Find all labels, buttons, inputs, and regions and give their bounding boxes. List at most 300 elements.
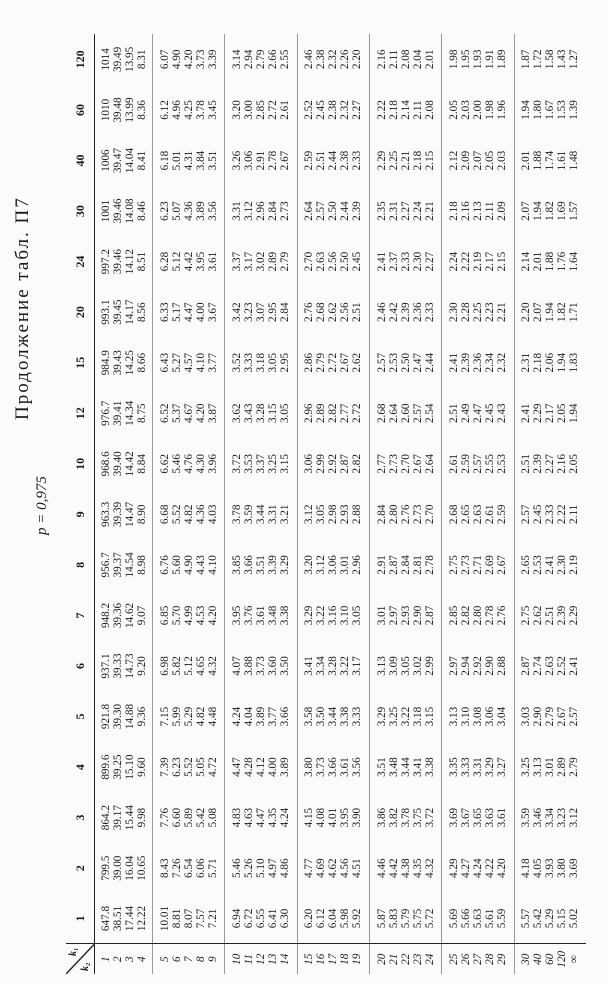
cell-value: 2.28 (460, 302, 473, 322)
k2-value: 9 (206, 956, 219, 963)
cell-value: 15.44 (123, 805, 136, 831)
cell-value: 2.70 (303, 251, 316, 272)
cell-value: 948.2 (99, 602, 112, 629)
table-cell (514, 691, 586, 742)
cell-value: 3.56 (206, 201, 219, 221)
cell-value: 2.38 (339, 150, 352, 171)
cell-value: 39.30 (111, 703, 124, 730)
table-cell (225, 439, 297, 490)
table-cell (297, 388, 369, 439)
cell-value: 5.46 (231, 858, 244, 878)
cell-value: 5.02 (568, 908, 581, 929)
cell-value: 3.27 (496, 757, 509, 777)
cell-value: 2.55 (279, 49, 292, 70)
cell-value: 2.41 (568, 656, 581, 676)
cell-value: 3.12 (303, 504, 316, 525)
cell-value: 2.31 (520, 352, 533, 373)
table-cell (297, 893, 369, 944)
table-cell (95, 135, 153, 186)
cell-value: 3.77 (267, 706, 280, 727)
cell-value: 7.57 (194, 908, 207, 929)
table-cell (297, 236, 369, 287)
cell-value: 2.78 (484, 605, 497, 626)
table-cell (514, 439, 586, 490)
cell-value: 2.37 (387, 251, 400, 272)
cell-value: 2.57 (375, 352, 388, 373)
cell-value: 6.20 (303, 908, 316, 929)
cell-value: 1.95 (460, 49, 473, 70)
cell-value: 2.01 (520, 150, 533, 171)
cell-value: 39.37 (111, 552, 124, 578)
table-cell (514, 186, 586, 237)
cell-value: 4.24 (231, 706, 244, 727)
cell-value: 4.32 (423, 858, 436, 878)
cell-value: 9.20 (135, 656, 148, 676)
cell-value: 2.52 (556, 656, 569, 676)
cell-value: 2.11 (411, 100, 424, 120)
cell-value: 1.76 (556, 251, 569, 272)
cell-value: 1.74 (544, 150, 557, 171)
cell-value: 2.91 (255, 150, 268, 171)
cell-value: 4.24 (472, 858, 485, 878)
cell-value: 2.29 (375, 150, 388, 171)
cell-value: 2.23 (484, 302, 497, 322)
cell-value: 6.30 (279, 908, 292, 929)
cell-value: 937.1 (99, 653, 112, 679)
cell-value: 4.03 (206, 504, 219, 525)
cell-value: 2.93 (339, 504, 352, 525)
cell-value: 2.07 (532, 302, 545, 322)
cell-value: 4.36 (194, 504, 207, 525)
cell-value: 3.86 (375, 807, 388, 828)
cell-value: 2.27 (423, 251, 436, 272)
cell-value: 39.43 (111, 350, 124, 376)
cell-value: 2.47 (472, 403, 485, 424)
cell-value: 3.22 (339, 656, 352, 676)
cell-value: 2.65 (520, 555, 533, 575)
cell-value: 3.38 (279, 605, 292, 626)
cell-value: 2.39 (556, 605, 569, 626)
cell-value: 5.61 (484, 908, 497, 929)
table-row-group (514, 34, 586, 974)
cell-value: 2.57 (472, 454, 485, 474)
column-header-k1-5: 5 (66, 691, 95, 742)
row-header-k2 (514, 944, 586, 974)
cell-value: 4.08 (315, 807, 328, 828)
cell-value: 4.22 (484, 858, 497, 878)
cell-value: 3.89 (255, 706, 268, 727)
cell-value: 2.53 (387, 352, 400, 373)
k2-value: 7 (182, 956, 195, 963)
k2-value: 25 (448, 953, 461, 965)
table-cell (225, 742, 297, 793)
cell-value: 1.71 (568, 302, 581, 322)
table-cell (442, 337, 514, 388)
cell-value: 4.90 (170, 49, 183, 70)
cell-value: 3.33 (351, 706, 364, 727)
table-cell (153, 792, 225, 843)
cell-value: 7.21 (206, 908, 219, 929)
k2-value: 16 (315, 953, 328, 965)
column-header-k1-24: 24 (66, 236, 95, 287)
cell-value: 2.93 (399, 605, 412, 626)
cell-value: 799.5 (99, 855, 112, 881)
cell-value: 3.80 (303, 757, 316, 777)
row-header-k2 (297, 944, 369, 974)
cell-value: 3.96 (206, 454, 219, 474)
cell-value: 2.79 (315, 352, 328, 373)
row-header-k2 (225, 944, 297, 974)
cell-value: 3.78 (194, 100, 207, 120)
table-cell (514, 792, 586, 843)
cell-value: 2.18 (448, 201, 461, 221)
cell-value: 6.43 (158, 352, 171, 373)
cell-value: 2.46 (375, 302, 388, 322)
cell-value: 1001 (99, 199, 112, 223)
cell-value: 2.18 (387, 100, 400, 120)
cell-value: 5.27 (170, 352, 183, 373)
cell-value: 2.79 (279, 251, 292, 272)
table-cell (153, 691, 225, 742)
cell-value: 3.69 (568, 858, 581, 878)
cell-value: 1.67 (544, 100, 557, 120)
cell-value: 3.29 (303, 605, 316, 626)
table-cell (297, 590, 369, 641)
cell-value: 2.51 (315, 150, 328, 171)
cell-value: 2.77 (339, 403, 352, 424)
cell-value: 2.67 (556, 706, 569, 727)
cell-value: 3.23 (556, 807, 569, 828)
cell-value: 3.01 (375, 605, 388, 626)
cell-value: 2.61 (448, 454, 461, 474)
cell-value: 1.94 (532, 201, 545, 221)
table-cell (297, 641, 369, 692)
cell-value: 3.88 (243, 656, 256, 676)
cell-value: 3.25 (520, 757, 533, 777)
cell-value: 39.25 (111, 754, 124, 780)
cell-value: 4.97 (267, 858, 280, 878)
table-cell (514, 34, 586, 85)
cell-value: 2.39 (399, 302, 412, 322)
cell-value: 6.28 (158, 251, 171, 272)
cell-value: 3.28 (327, 656, 340, 676)
cell-value: 4.47 (255, 807, 268, 828)
table-cell (95, 540, 153, 591)
cell-value: 3.16 (327, 605, 340, 626)
cell-value: 3.25 (267, 454, 280, 474)
cell-value: 2.11 (484, 201, 497, 221)
cell-value: 2.16 (375, 49, 388, 70)
cell-value: 2.03 (496, 150, 509, 171)
cell-value: 14.17 (123, 299, 136, 325)
cell-value: 2.84 (375, 504, 388, 525)
cell-value: 3.06 (484, 706, 497, 727)
k2-value: 22 (399, 953, 412, 965)
cell-value: 2.73 (279, 201, 292, 221)
cell-value: 5.69 (448, 908, 461, 929)
cell-value: 3.89 (194, 201, 207, 221)
k2-value: 3 (123, 956, 136, 963)
cell-value: 3.51 (375, 757, 388, 777)
table-row-group (225, 34, 297, 974)
cell-value: 2.29 (568, 605, 581, 626)
cell-value: 2.77 (375, 454, 388, 474)
cell-value: 4.30 (194, 454, 207, 474)
cell-value: 2.09 (496, 201, 509, 221)
cell-value: 2.73 (411, 504, 424, 525)
table-cell (225, 236, 297, 287)
k2-value: 28 (484, 953, 497, 965)
table-cell (297, 439, 369, 490)
cell-value: 3.41 (303, 656, 316, 676)
cell-value: 3.72 (231, 454, 244, 474)
cell-value: 8.66 (135, 352, 148, 373)
cell-value: 5.15 (556, 908, 569, 929)
cell-value: 2.15 (496, 251, 509, 272)
cell-value: 2.84 (267, 201, 280, 221)
cell-value: 4.53 (194, 605, 207, 626)
cell-value: 1014 (99, 48, 112, 71)
cell-value: 1.61 (556, 150, 569, 171)
cell-value: 3.69 (448, 807, 461, 828)
cell-value: 8.07 (182, 908, 195, 929)
cell-value: 2.94 (460, 656, 473, 676)
table-cell (370, 691, 442, 742)
probability-label: p = 0,975 (34, 476, 50, 535)
cell-value: 8.98 (135, 555, 148, 575)
cell-value: 14.12 (123, 249, 136, 275)
table-caption: Продолжение табл. П7 (12, 196, 33, 420)
cell-value: 1.82 (556, 302, 569, 322)
table-cell (95, 742, 153, 793)
cell-value: 14.73 (123, 653, 136, 679)
cell-value: 3.26 (231, 150, 244, 171)
k2-value: 26 (460, 953, 473, 965)
cell-value: 3.52 (231, 352, 244, 373)
cell-value: 5.10 (255, 858, 268, 878)
cell-value: 8.75 (135, 403, 148, 424)
cell-value: 3.05 (315, 504, 328, 525)
cell-value: 2.22 (375, 100, 388, 120)
cell-value: 4.10 (206, 555, 219, 575)
cell-value: 3.66 (243, 555, 256, 575)
cell-value: 5.87 (375, 908, 388, 929)
cell-value: 4.27 (460, 858, 473, 878)
cell-value: 6.23 (158, 201, 171, 221)
cell-value: 4.35 (411, 858, 424, 878)
cell-value: 4.67 (182, 403, 195, 424)
cell-value: 1.43 (556, 49, 569, 70)
cell-value: 1.88 (544, 251, 557, 272)
column-header-k1-6: 6 (66, 641, 95, 692)
cell-value: 3.51 (206, 150, 219, 171)
cell-value: 2.05 (556, 403, 569, 424)
cell-value: 3.42 (231, 302, 244, 322)
cell-value: 4.48 (206, 706, 219, 727)
cell-value: 2.76 (496, 605, 509, 626)
cell-value: 5.92 (351, 908, 364, 929)
cell-value: 4.47 (182, 302, 195, 322)
cell-value: 39.17 (111, 805, 124, 831)
table-cell (442, 439, 514, 490)
cell-value: 2.86 (303, 352, 316, 373)
cell-value: 3.78 (399, 807, 412, 828)
cell-value: 2.62 (532, 605, 545, 626)
cell-value: 5.71 (206, 858, 219, 878)
cell-value: 2.33 (423, 302, 436, 322)
cell-value: 2.07 (520, 201, 533, 221)
cell-value: 5.59 (496, 908, 509, 929)
cell-value: 2.61 (279, 100, 292, 120)
cell-value: 14.88 (123, 703, 136, 730)
cell-value: 1.88 (532, 150, 545, 171)
table-cell (442, 742, 514, 793)
cell-value: 2.44 (423, 352, 436, 373)
cell-value: 2.89 (315, 403, 328, 424)
cell-value: 3.18 (411, 706, 424, 727)
table-cell (297, 85, 369, 136)
cell-value: 3.09 (387, 656, 400, 676)
cell-value: 4.05 (532, 858, 545, 878)
cell-value: 1.57 (568, 201, 581, 221)
table-cell (514, 337, 586, 388)
cell-value: 2.84 (279, 302, 292, 322)
cell-value: 38.51 (111, 905, 124, 932)
table-cell (370, 489, 442, 540)
cell-value: 2.82 (460, 605, 473, 626)
cell-value: 2.55 (484, 454, 497, 474)
cell-value: 2.21 (496, 302, 509, 322)
table-cell (370, 843, 442, 894)
cell-value: 2.41 (520, 403, 533, 424)
cell-value: 39.47 (111, 147, 124, 174)
cell-value: 14.54 (123, 552, 136, 578)
cell-value: 968.6 (99, 451, 112, 477)
cell-value: 7.15 (158, 706, 171, 727)
cell-value: 6.52 (158, 403, 171, 424)
cell-value: 3.23 (243, 302, 256, 322)
cell-value: 13.95 (123, 46, 136, 72)
k2-value: 11 (243, 954, 256, 965)
cell-value: 2.98 (327, 504, 340, 525)
table-cell (370, 540, 442, 591)
table-cell (95, 388, 153, 439)
cell-value: 3.41 (411, 757, 424, 777)
cell-value: 2.50 (327, 201, 340, 221)
cell-value: 956.7 (99, 552, 112, 578)
cell-value: 2.01 (532, 251, 545, 272)
table-cell (153, 186, 225, 237)
k2-value: 21 (387, 953, 400, 965)
cell-value: 8.51 (135, 251, 148, 272)
cell-value: 2.74 (532, 656, 545, 676)
cell-value: 2.87 (339, 454, 352, 474)
cell-value: 1.64 (568, 251, 581, 272)
table-cell (514, 287, 586, 338)
cell-value: 4.38 (399, 858, 412, 878)
cell-value: 39.49 (111, 46, 124, 72)
cell-value: 8.81 (170, 908, 183, 929)
table-cell (297, 135, 369, 186)
cell-value: 984.9 (99, 350, 112, 376)
cell-value: 39.00 (111, 855, 124, 881)
table-cell (225, 691, 297, 742)
table-cell (297, 843, 369, 894)
cell-value: 3.00 (243, 100, 256, 120)
cell-value: 2.73 (460, 555, 473, 575)
cell-value: 8.46 (135, 201, 148, 221)
cell-value: 2.92 (327, 454, 340, 474)
cell-value: 2.21 (423, 201, 436, 221)
cell-value: 14.34 (123, 400, 136, 426)
table-row-group (370, 34, 442, 974)
column-header-k1-3: 3 (66, 792, 95, 843)
cell-value: 3.75 (411, 807, 424, 828)
cell-value: 2.94 (243, 49, 256, 70)
table-cell (442, 691, 514, 742)
cell-value: 3.29 (375, 706, 388, 727)
table-cell (370, 85, 442, 136)
cell-value: 2.72 (351, 403, 364, 424)
cell-value: 3.14 (231, 49, 244, 70)
cell-value: 5.98 (339, 908, 352, 929)
cell-value: 2.41 (544, 555, 557, 575)
cell-value: 1.27 (568, 49, 581, 70)
cell-value: 2.69 (484, 555, 497, 575)
cell-value: 3.56 (351, 757, 364, 777)
table-cell (514, 590, 586, 641)
cell-value: 3.37 (255, 454, 268, 474)
cell-value: 3.01 (339, 555, 352, 575)
cell-value: 2.00 (472, 100, 485, 120)
cell-value: 1.93 (472, 49, 485, 70)
cell-value: 3.61 (255, 605, 268, 626)
cell-value: 3.76 (243, 605, 256, 626)
column-header-k1-30: 30 (66, 186, 95, 237)
cell-value: 3.38 (339, 706, 352, 727)
k2-value: 27 (472, 953, 485, 965)
cell-value: 2.56 (339, 302, 352, 322)
cell-value: 2.14 (520, 251, 533, 272)
table-cell (297, 186, 369, 237)
cell-value: 976.7 (99, 400, 112, 426)
cell-value: 16.04 (123, 855, 136, 881)
cell-value: 2.62 (327, 302, 340, 322)
table-cell (153, 236, 225, 287)
table-cell (153, 641, 225, 692)
cell-value: 2.78 (423, 555, 436, 575)
cell-value: 2.57 (568, 706, 581, 727)
row-header-k2 (442, 944, 514, 974)
cell-value: 2.39 (351, 201, 364, 221)
cell-value: 39.46 (111, 249, 124, 275)
cell-value: 9.07 (135, 605, 148, 626)
cell-value: 2.18 (532, 352, 545, 373)
cell-value: 4.10 (194, 352, 207, 373)
k2-value: 12 (255, 953, 268, 965)
cell-value: 3.15 (423, 706, 436, 727)
cell-value: 3.20 (303, 555, 316, 575)
cell-value: 2.47 (411, 352, 424, 373)
table-cell (442, 287, 514, 338)
k2-value: 29 (496, 953, 509, 965)
cell-value: 2.87 (387, 555, 400, 575)
k2-value: 24 (423, 953, 436, 965)
table-cell (153, 337, 225, 388)
cell-value: 3.03 (520, 706, 533, 727)
cell-value: 5.08 (206, 807, 219, 828)
cell-value: 2.07 (472, 150, 485, 171)
